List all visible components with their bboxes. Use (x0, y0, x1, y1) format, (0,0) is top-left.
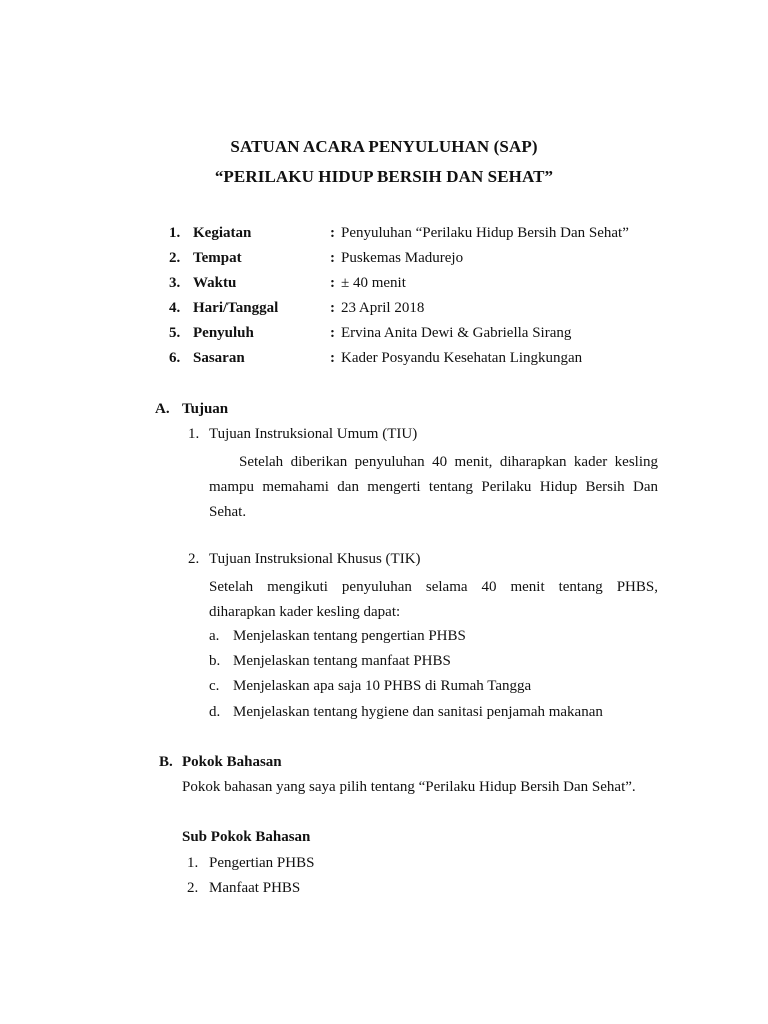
info-value: Penyuluhan “Perilaku Hidup Bersih Dan Sehat” (341, 225, 629, 241)
info-row-sasaran (0, 350, 768, 370)
tiu-paragraph-line3: Sehat. (209, 504, 247, 520)
info-label: Hari/Tanggal (193, 300, 279, 316)
info-label: Sasaran (193, 350, 245, 366)
tik-item-text: Menjelaskan tentang manfaat PHBS (233, 653, 451, 669)
tiu-number: 1. (188, 426, 200, 442)
info-label: Kegiatan (193, 225, 252, 241)
document-title: SATUAN ACARA PENYULUHAN (SAP) (230, 137, 538, 156)
info-row-penyuluh (0, 325, 768, 345)
tik-paragraph-line2: diharapkan kader kesling dapat: (209, 604, 401, 620)
info-row-hari-tanggal (0, 300, 768, 320)
info-value: Kader Posyandu Kesehatan Lingkungan (341, 350, 583, 366)
tik-item-text: Menjelaskan tentang pengertian PHBS (233, 628, 466, 644)
info-value: Puskemas Madurejo (341, 250, 464, 266)
tik-item-text: Menjelaskan tentang hygiene dan sanitasi penjamah makanan (233, 704, 603, 720)
info-colon: : (330, 350, 335, 366)
tiu-paragraph-line2: mampu memahami dan mengerti tentang Perilaku Hidup Bersih Dan (209, 479, 658, 495)
tik-item-letter: a. (209, 628, 220, 644)
info-number: 1. (169, 225, 181, 241)
info-colon: : (330, 225, 335, 241)
info-colon: : (330, 325, 335, 341)
tik-paragraph-line1: Setelah mengikuti penyuluhan selama 40 menit tentang PHBS, (209, 579, 658, 595)
tik-item-text: Menjelaskan apa saja 10 PHBS di Rumah Tangga (233, 678, 532, 694)
tik-heading: Tujuan Instruksional Khusus (TIK) (209, 551, 421, 567)
info-number: 2. (169, 250, 181, 266)
sub-item-text: Pengertian PHBS (209, 855, 315, 871)
info-number: 5. (169, 325, 181, 341)
sub-item-number: 2. (187, 880, 199, 896)
tiu-paragraph-line1: Setelah diberikan penyuluhan 40 menit, diharapkan kader kesling (239, 454, 658, 470)
info-colon: : (330, 250, 335, 266)
info-number: 4. (169, 300, 181, 316)
info-label: Penyuluh (193, 325, 254, 341)
section-b-letter: B. (159, 754, 173, 770)
sub-item-number: 1. (187, 855, 199, 871)
info-value: ± 40 menit (341, 275, 406, 291)
sub-pokok-heading: Sub Pokok Bahasan (182, 829, 311, 845)
tik-number: 2. (188, 551, 200, 567)
info-row-waktu (0, 275, 768, 295)
tik-item-letter: b. (209, 653, 221, 669)
tik-item-letter: c. (209, 678, 220, 694)
info-row-tempat (0, 250, 768, 270)
info-label: Waktu (193, 275, 237, 291)
info-label: Tempat (193, 250, 242, 266)
document-subtitle: “PERILAKU HIDUP BERSIH DAN SEHAT” (214, 167, 554, 186)
info-colon: : (330, 275, 335, 291)
section-a-letter: A. (155, 401, 170, 417)
section-b-text: Pokok bahasan yang saya pilih tentang “Perilaku Hidup Bersih Dan Sehat”. (182, 779, 636, 795)
info-row-kegiatan (0, 225, 768, 245)
info-number: 6. (169, 350, 181, 366)
info-value: 23 April 2018 (341, 300, 425, 316)
info-colon: : (330, 300, 335, 316)
tiu-heading: Tujuan Instruksional Umum (TIU) (209, 426, 418, 442)
tik-item-letter: d. (209, 704, 221, 720)
info-number: 3. (169, 275, 181, 291)
section-b-heading: Pokok Bahasan (182, 754, 282, 770)
section-a-heading: Tujuan (182, 401, 229, 417)
sub-item-text: Manfaat PHBS (209, 880, 301, 896)
info-value: Ervina Anita Dewi & Gabriella Sirang (341, 325, 572, 341)
